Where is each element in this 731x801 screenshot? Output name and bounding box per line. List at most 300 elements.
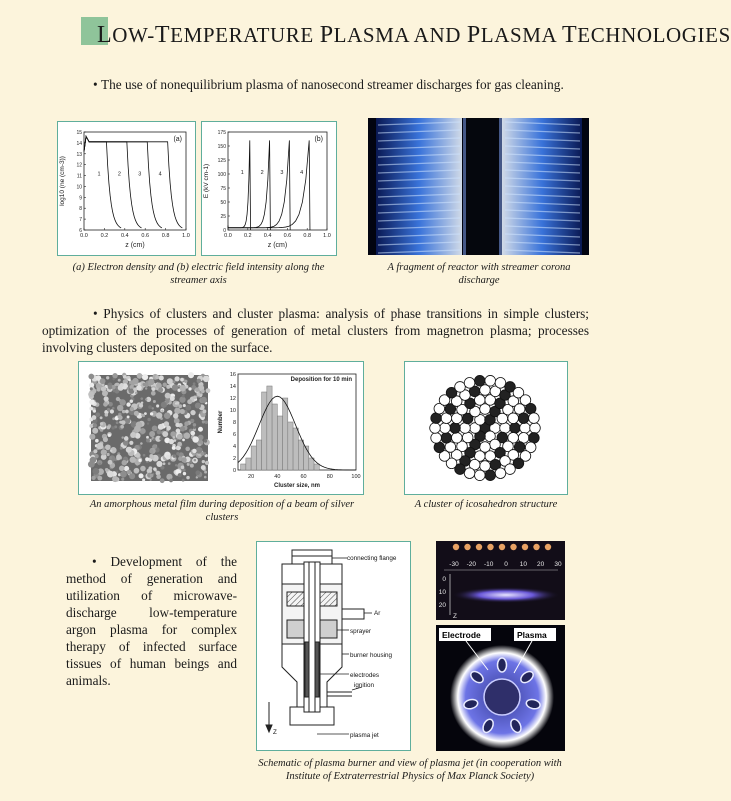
histogram-bar (272, 404, 277, 470)
title-word: PLASMA (466, 22, 562, 48)
film-grain (112, 417, 115, 420)
film-grain (172, 436, 175, 439)
film-grain (121, 420, 126, 425)
z-tick-label: 0 (442, 576, 446, 583)
series-line (228, 140, 290, 230)
film-grain (142, 383, 145, 386)
film-grain (110, 409, 114, 413)
atom (485, 470, 496, 481)
y-tick-label: 11 (76, 173, 82, 180)
film-grain (161, 410, 164, 413)
film-grain (145, 457, 149, 461)
section-3-text: Development of the method of generation and utilization of microwave-discharge low-temperature argon plasma for complex therapy of infected surface tissues of human beings and animals. (66, 554, 237, 688)
atom (441, 433, 452, 444)
film-grain (126, 447, 132, 453)
z-tick-label: 20 (438, 602, 446, 609)
histogram-bar (251, 446, 256, 470)
bullet: • (93, 306, 98, 321)
y-tick-label: 150 (217, 144, 226, 150)
film-grain (127, 387, 130, 390)
atom (480, 461, 491, 472)
film-grain (110, 450, 112, 452)
film-grain (150, 455, 155, 460)
film-grain (147, 422, 149, 424)
histogram-bar (241, 464, 246, 470)
film-grain (166, 385, 170, 389)
section-1-text: The use of nonequilibrium plasma of nanosecond streamer discharges for gas cleaning. (100, 77, 564, 92)
y-tick-label: 0 (232, 468, 236, 474)
x-tick-label: 0.6 (141, 233, 150, 239)
film-grain (190, 464, 194, 468)
film-grain (180, 426, 185, 431)
atom (430, 423, 441, 434)
film-grain (110, 456, 113, 459)
film-grain (121, 436, 123, 438)
x-axis-label: Cluster size, nm (273, 483, 321, 489)
x-tick-label: 0.0 (224, 233, 232, 239)
y-tick-label: 10 (229, 408, 236, 414)
film-grain (158, 387, 163, 392)
y-tick-label: 8 (79, 206, 82, 213)
film-grain (205, 461, 209, 465)
nozzle-glow (545, 544, 551, 550)
film-grain (123, 375, 127, 379)
film-grain (102, 390, 108, 396)
electron-density-chart-frame (57, 121, 196, 256)
series-label: 1 (97, 171, 101, 178)
y-tick-label: 12 (76, 162, 82, 169)
icosahedron-cluster-image (405, 362, 566, 493)
film-grain (148, 379, 154, 385)
film-grain (91, 476, 95, 480)
label-ar: Ar (374, 610, 381, 617)
y-tick-label: 14 (229, 384, 236, 390)
nozzle-glow (499, 544, 505, 550)
y-tick-label: 2 (232, 456, 236, 462)
film-grain (195, 470, 200, 475)
label-plasma-jet: plasma jet (350, 732, 379, 739)
film-grain (156, 383, 162, 389)
film-grain (149, 449, 153, 453)
film-grain (185, 405, 191, 411)
film-grain (170, 396, 175, 401)
film-grain (155, 375, 159, 379)
film-grain (117, 405, 123, 411)
nozzle-glow (522, 544, 528, 550)
film-grain (140, 466, 146, 472)
film-grain (177, 434, 183, 440)
film-grain (89, 407, 93, 411)
atom (480, 385, 491, 396)
nozzle-glow (476, 544, 482, 550)
film-grain (173, 413, 178, 418)
y-axis-label: E (kV cm-1) (203, 163, 210, 199)
film-grain (134, 411, 139, 416)
plasma-burner-schematic (257, 542, 409, 749)
film-grain (157, 430, 162, 435)
film-grain (165, 393, 171, 399)
atom (464, 468, 475, 479)
atom (464, 378, 475, 389)
film-grain (201, 389, 205, 393)
x-tick-label: 20 (248, 474, 255, 480)
film-grain (159, 437, 162, 440)
film-grain (174, 439, 177, 442)
ruler-tick-label: 30 (554, 561, 562, 568)
film-grain (181, 465, 185, 469)
film-grain (129, 473, 135, 479)
film-grain (193, 426, 196, 429)
film-grain (140, 442, 143, 445)
y-tick-label: 8 (232, 420, 236, 426)
y-tick-label: 75 (220, 186, 226, 192)
film-grain (184, 380, 187, 383)
film-grain (148, 405, 152, 409)
section-2-text: Physics of clusters and cluster plasma: analysis of phase transitions in simple clusters; optimization of the processes of generation of metal clusters from magnetron plasma; processes involving clusters deposited on the surface. (42, 306, 589, 355)
cluster-size-histogram (216, 366, 362, 492)
film-grain (122, 410, 125, 413)
film-grain (180, 378, 184, 382)
label-burner-housing: burner housing (350, 652, 393, 659)
atom (495, 378, 506, 389)
film-grain (186, 476, 189, 479)
film-grain (130, 432, 136, 438)
film-grain (125, 410, 129, 414)
film-grain (107, 471, 114, 478)
film-grain (205, 421, 208, 424)
film-grain (188, 387, 191, 390)
film-grain (161, 402, 167, 408)
film-grain (113, 389, 116, 392)
film-grain (93, 409, 96, 412)
caption-streamer-reactor: A fragment of reactor with streamer corona discharge (387, 262, 571, 286)
atom (508, 413, 519, 424)
y-axis-label: log10 (ne (cm-3)) (59, 156, 66, 206)
film-grain (203, 376, 210, 383)
x-tick-label: 80 (326, 474, 333, 480)
film-grain (178, 473, 182, 477)
series-label: 2 (117, 171, 121, 178)
film-grain (202, 460, 205, 463)
histogram-bar (288, 422, 293, 470)
film-grain (93, 468, 100, 475)
film-grain (130, 407, 134, 411)
nozzle-glow (464, 544, 470, 550)
y-tick-label: 13 (76, 151, 82, 158)
film-grain (112, 407, 115, 410)
plot-area (228, 132, 327, 230)
film-grain (180, 409, 185, 414)
y-axis-label: Number (218, 410, 224, 434)
histogram-bar (309, 458, 314, 470)
x-tick-label: 0.8 (161, 233, 170, 239)
film-grain (124, 436, 129, 441)
film-grain (184, 383, 186, 385)
film-grain (111, 426, 114, 429)
metal-film-texture (91, 375, 208, 481)
histogram-bar (246, 458, 251, 470)
film-grain (93, 423, 97, 427)
film-grain (153, 467, 156, 470)
label-connecting-flange: connecting flange (347, 555, 397, 562)
ruler-tick-label: -20 (466, 561, 477, 568)
film-grain (175, 464, 178, 467)
film-grain (187, 399, 192, 404)
film-grain (202, 420, 205, 423)
y-tick-label: 0 (223, 228, 226, 234)
y-tick-label: 25 (220, 214, 226, 220)
film-grain (176, 401, 179, 404)
series-label: 4 (300, 170, 304, 176)
film-grain (105, 444, 111, 450)
film-grain (142, 478, 145, 481)
series-label: 3 (138, 171, 142, 178)
film-grain (119, 466, 125, 472)
atom (460, 423, 471, 434)
electric-field-chart-frame (201, 121, 337, 256)
nozzle-glow (453, 544, 459, 550)
plasma-flame-image (436, 541, 565, 620)
film-grain (126, 402, 130, 406)
nozzle-glow (533, 544, 539, 550)
histogram-bar (314, 464, 319, 470)
film-grain (116, 397, 120, 401)
histogram-bar (298, 440, 303, 470)
page-title (97, 22, 731, 49)
film-grain (88, 374, 94, 380)
film-grain (104, 396, 109, 401)
film-grain (177, 442, 182, 447)
film-grain (100, 422, 103, 425)
film-grain (192, 449, 196, 453)
film-grain (100, 416, 103, 419)
film-grain (145, 387, 147, 389)
streamer-corona-photo (368, 118, 589, 255)
metal-film-frame (78, 361, 364, 495)
title-word: TECHNOLOGIES (562, 22, 731, 48)
streamer-corona-image (368, 118, 589, 255)
film-grain (166, 455, 171, 460)
film-grain (147, 418, 150, 421)
film-grain (95, 439, 99, 443)
film-grain (182, 395, 185, 398)
film-grain (121, 478, 124, 481)
panel-label: (a) (173, 136, 182, 143)
film-grain (184, 421, 189, 426)
panel-label: (b) (314, 136, 323, 143)
x-tick-label: 60 (300, 474, 307, 480)
atom (505, 464, 516, 475)
section-3-paragraph (66, 553, 237, 689)
series-line (84, 136, 142, 228)
film-grain (192, 436, 198, 442)
label-electrode: Electrode (442, 630, 481, 640)
film-grain (173, 380, 176, 383)
film-grain (183, 472, 186, 475)
film-grain (100, 378, 106, 384)
film-grain (137, 373, 143, 379)
histogram-bar (293, 428, 298, 470)
caption-metal-film: An amorphous metal film during deposition of a beam of silver clusters (89, 499, 355, 523)
film-grain (198, 427, 203, 432)
z-tick-label: 10 (438, 589, 446, 596)
film-grain (107, 453, 110, 456)
film-grain (146, 436, 149, 439)
film-grain (130, 400, 133, 403)
film-grain (92, 428, 98, 434)
film-grain (190, 419, 194, 423)
film-grain (135, 392, 138, 395)
nozzle-glow (487, 544, 493, 550)
ruler-tick-label: 0 (504, 561, 508, 568)
ruler-tick-label: 20 (537, 561, 545, 568)
film-grain (108, 460, 113, 465)
x-axis-label: z (cm) (125, 242, 145, 249)
film-grain (112, 476, 118, 482)
film-grain (190, 410, 195, 415)
film-grain (162, 431, 168, 437)
film-grain (143, 454, 146, 457)
film-grain (89, 424, 93, 428)
film-grain (108, 434, 111, 437)
film-grain (159, 375, 164, 380)
film-grain (112, 373, 117, 378)
film-grain (89, 434, 95, 440)
film-grain (201, 452, 205, 456)
film-grain (193, 382, 196, 385)
film-grain (143, 415, 145, 417)
atom (529, 433, 540, 444)
film-grain (176, 447, 179, 450)
film-grain (182, 479, 185, 482)
film-grain (97, 476, 102, 481)
film-grain (123, 440, 129, 446)
film-grain (139, 403, 143, 407)
icosahedron-frame (404, 361, 568, 495)
film-grain (89, 383, 94, 388)
label-sprayer: sprayer (350, 628, 371, 635)
film-grain (98, 463, 101, 466)
film-grain (103, 402, 108, 407)
atom (518, 413, 529, 424)
film-grain (90, 387, 93, 390)
y-tick-label: 7 (79, 217, 82, 224)
nozzle-glow (510, 544, 516, 550)
film-grain (156, 461, 162, 467)
film-grain (144, 412, 147, 415)
film-grain (142, 374, 148, 380)
film-grain (120, 425, 124, 429)
x-tick-label: 0.4 (263, 233, 272, 239)
x-tick-label: 0.2 (100, 233, 109, 239)
film-grain (116, 421, 119, 424)
film-grain (176, 452, 179, 455)
film-grain (128, 379, 131, 382)
atom (485, 375, 496, 386)
histogram-bar (267, 386, 272, 470)
film-grain (178, 404, 182, 408)
section-2-paragraph (42, 305, 589, 356)
y-tick-label: 175 (217, 130, 226, 136)
film-grain (169, 439, 174, 444)
film-grain (204, 471, 207, 474)
ruler-tick-label: -30 (449, 561, 459, 568)
y-tick-label: 50 (220, 200, 226, 206)
film-grain (188, 372, 194, 378)
film-grain (120, 447, 123, 450)
film-grain (193, 396, 197, 400)
film-grain (158, 424, 164, 430)
atom (452, 432, 463, 443)
film-grain (149, 431, 155, 437)
y-tick-label: 6 (232, 432, 236, 438)
atom (500, 423, 511, 434)
x-tick-label: 0.8 (303, 233, 312, 239)
film-grain (168, 462, 171, 465)
ruler-tick-label: 10 (519, 561, 527, 568)
film-grain (103, 437, 108, 442)
metal-film-micrograph (91, 375, 208, 481)
film-grain (164, 412, 171, 419)
y-tick-label: 125 (217, 158, 226, 164)
y-tick-label: 4 (232, 444, 236, 450)
film-grain (90, 457, 97, 464)
flame-z-label: Z (453, 613, 457, 620)
atom (431, 433, 442, 444)
film-grain (150, 474, 153, 477)
film-grain (173, 454, 177, 458)
film-grain (181, 457, 186, 462)
series-line (84, 136, 162, 228)
x-tick-label: 0.2 (243, 233, 252, 239)
histogram-bar (304, 446, 309, 470)
film-grain (152, 425, 158, 431)
series-label: 2 (260, 170, 264, 176)
caption-density-field: (a) Electron density and (b) electric field intensity along the streamer axis (72, 262, 325, 286)
plasma-jet-image (436, 625, 565, 751)
film-grain (105, 413, 109, 417)
film-grain (163, 462, 166, 465)
film-grain (92, 415, 97, 420)
atom (530, 423, 541, 434)
film-grain (105, 468, 108, 471)
film-grain (120, 471, 127, 478)
film-grain (175, 423, 179, 427)
film-grain (129, 441, 133, 445)
film-grain (96, 387, 100, 391)
series-line (84, 136, 121, 228)
atom (520, 423, 531, 434)
atom (474, 375, 485, 386)
series-line (84, 136, 182, 228)
histogram-bar (277, 416, 282, 470)
film-grain (133, 387, 137, 391)
y-tick-label: 9 (79, 195, 82, 202)
film-grain (198, 443, 201, 446)
film-grain (112, 378, 115, 381)
film-grain (122, 460, 127, 465)
plasma-burner-frame (256, 541, 411, 751)
film-grain (156, 412, 162, 418)
film-grain (106, 376, 109, 379)
film-grain (116, 456, 120, 460)
film-grain (206, 388, 211, 393)
film-grain (140, 397, 143, 400)
film-grain (156, 404, 159, 407)
x-tick-label: 40 (274, 474, 281, 480)
film-grain (97, 443, 104, 450)
bullet: • (93, 77, 98, 92)
